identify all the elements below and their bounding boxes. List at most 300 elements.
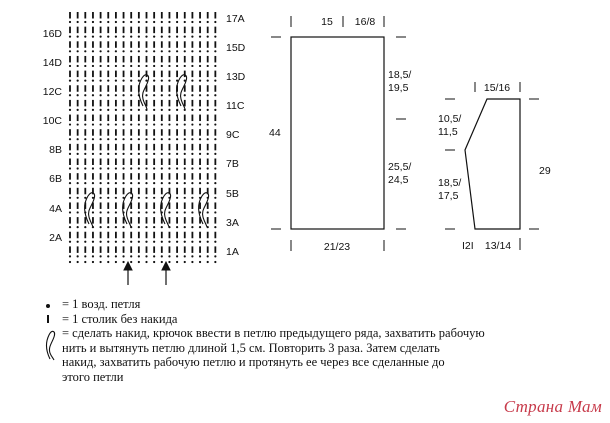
stitch-dot (214, 167, 216, 169)
stitch-dot (199, 109, 201, 111)
stitch-dot (168, 50, 170, 52)
stitch-bar (84, 115, 86, 122)
stitch-bar (146, 188, 148, 195)
stitch-bar (69, 71, 71, 78)
stitch-bar (92, 173, 94, 180)
stitch-dot (184, 109, 186, 111)
stitch-bar (69, 85, 71, 92)
stitch-bar (176, 115, 178, 122)
stitch-dot (199, 241, 201, 243)
stitch-bar (123, 56, 125, 63)
stitch-bar (123, 159, 125, 166)
stitch-dot (107, 138, 109, 140)
stitch-dot (207, 94, 209, 96)
stitch-bar (92, 41, 94, 48)
stitch-bar (130, 56, 132, 63)
stitch-dot (69, 123, 71, 125)
stitch-dot (115, 50, 117, 52)
stitch-dot (214, 255, 216, 257)
stitch-dot (77, 94, 79, 96)
legend-dc (44, 312, 584, 327)
stitch-bar (138, 159, 140, 166)
stitch-dot (84, 255, 86, 257)
back-lower-right: 25,5/ 24,5 (388, 161, 412, 186)
stitch-bar (92, 71, 94, 78)
stitch-bar (207, 41, 209, 48)
stitch-bar (192, 246, 194, 253)
stitch-bar (92, 144, 94, 151)
stitch-bar (115, 173, 117, 180)
stitch-dot (100, 80, 102, 82)
stitch-bar (100, 246, 102, 253)
stitch-bar (123, 71, 125, 78)
stitch-bar (146, 56, 148, 63)
stitch-dot (107, 197, 109, 199)
arrow-up-left-icon (124, 262, 132, 285)
stitch-bar (69, 27, 71, 34)
row-labels-right (226, 13, 246, 258)
stitch-dot (191, 36, 193, 38)
stitch-bar (138, 129, 140, 136)
stitch-dot (77, 182, 79, 184)
sleeve-top-width: 15/16 (483, 82, 511, 94)
stitch-dot (107, 80, 109, 82)
stitch-bar (214, 115, 216, 122)
stitch-bar (69, 12, 71, 19)
stitch-dot (138, 255, 140, 257)
stitch-bar (192, 217, 194, 224)
stitch-dot (138, 182, 140, 184)
stitch-bar (199, 41, 201, 48)
row-labels-left (43, 28, 63, 244)
stitch-dot (207, 211, 209, 213)
stitch-dot (184, 226, 186, 228)
stitch-bar (100, 188, 102, 195)
stitch-dot (145, 226, 147, 228)
stitch-dot (69, 167, 71, 169)
stitch-dot (184, 255, 186, 257)
stitch-bar (100, 129, 102, 136)
stitch-bar (184, 246, 186, 253)
stitch-bar (214, 71, 216, 78)
row-label: 5B (226, 188, 239, 200)
stitch-bar (77, 173, 79, 180)
stitch-bar (214, 217, 216, 224)
stitch-dot (100, 255, 102, 257)
stitch-bar (115, 56, 117, 63)
stitch-dot (107, 167, 109, 169)
stitch-dot (145, 65, 147, 67)
stitch-bar (161, 12, 163, 19)
stitch-dot (207, 182, 209, 184)
stitch-dot (153, 153, 155, 155)
stitch-dot (145, 153, 147, 155)
stitch-dot (77, 261, 79, 263)
stitch-bar (69, 100, 71, 107)
stitch-bar (153, 115, 155, 122)
stitch-dot (69, 197, 71, 199)
stitch-bar (214, 202, 216, 209)
stitch-dot (168, 94, 170, 96)
stitch-bar (184, 232, 186, 239)
stitch-dot (122, 80, 124, 82)
stitch-dot (168, 21, 170, 23)
row-label: 17A (226, 13, 245, 25)
stitch-dot (115, 261, 117, 263)
stitch-dot (122, 241, 124, 243)
stitch-dot (100, 261, 102, 263)
stitch-bar (199, 159, 201, 166)
stitch-dot (84, 50, 86, 52)
stitch-dot (130, 153, 132, 155)
stitch-bar (146, 129, 148, 136)
stitch-bar (161, 41, 163, 48)
stitch-bar (199, 115, 201, 122)
stitch-dot (115, 65, 117, 67)
stitch-bar (184, 41, 186, 48)
stitch-dot (100, 109, 102, 111)
stitch-bar (69, 246, 71, 253)
stitch-dot (184, 50, 186, 52)
stitch-bar (214, 85, 216, 92)
stitch-bar (130, 232, 132, 239)
stitch-bar (146, 232, 148, 239)
stitch-dot (207, 65, 209, 67)
stitch-dot (176, 138, 178, 140)
stitch-dot (191, 182, 193, 184)
stitch-dot (115, 153, 117, 155)
stitch-bar (184, 100, 186, 107)
stitch-dot (168, 167, 170, 169)
stitch-dot (122, 153, 124, 155)
stitch-dot (130, 211, 132, 213)
stitch-dot (207, 167, 209, 169)
stitch-dot (77, 153, 79, 155)
stitch-dot (100, 197, 102, 199)
stitch-dot (122, 182, 124, 184)
stitch-dot (84, 138, 86, 140)
stitch-bar (192, 232, 194, 239)
stitch-dot (176, 226, 178, 228)
stitch-bar (77, 188, 79, 195)
sleeve-height: 29 (539, 165, 551, 177)
stitch-dot (214, 261, 216, 263)
stitch-bar (192, 56, 194, 63)
stitch-dot (161, 94, 163, 96)
stitch-dot (92, 80, 94, 82)
stitch-dot (138, 109, 140, 111)
sleeve-cap-upper: 10,5/ 11,5 (438, 113, 462, 138)
stitch-bar (107, 217, 109, 224)
stitch-dot (84, 241, 86, 243)
stitch-dot (138, 138, 140, 140)
stitch-dot (115, 167, 117, 169)
stitch-dot (107, 211, 109, 213)
stitch-dot (100, 123, 102, 125)
stitch-bar (176, 129, 178, 136)
stitch-dot (138, 197, 140, 199)
stitch-bar (146, 41, 148, 48)
stitch-dot (168, 138, 170, 140)
stitch-dot (77, 211, 79, 213)
stitch-bar (199, 27, 201, 34)
stitch-bar (153, 144, 155, 151)
stitch-dot (153, 123, 155, 125)
stitch-bar (153, 217, 155, 224)
stitch-dot (161, 255, 163, 257)
sleeve-outline (465, 99, 520, 229)
stitch-bar (207, 115, 209, 122)
stitch-dot (176, 123, 178, 125)
row-label: 8B (49, 144, 62, 156)
stitch-bar (130, 100, 132, 107)
stitch-bar (176, 12, 178, 19)
stitch-bar (69, 41, 71, 48)
stitch-dot (168, 65, 170, 67)
stitch-bar (69, 115, 71, 122)
stitch-bar (176, 246, 178, 253)
stitch-bar (184, 115, 186, 122)
stitch-bar (100, 100, 102, 107)
stitch-dot (107, 226, 109, 228)
stitch-dot (130, 138, 132, 140)
stitch-dot (77, 123, 79, 125)
stitch-dot (214, 94, 216, 96)
stitch-dot (176, 21, 178, 23)
stitch-bar (138, 188, 140, 195)
stitch-dot (214, 226, 216, 228)
stitch-dot (191, 211, 193, 213)
stitch-dot (184, 197, 186, 199)
stitch-dot (107, 241, 109, 243)
stitch-bar (138, 100, 140, 107)
stitch-dot (130, 109, 132, 111)
stitch-bar (84, 100, 86, 107)
stitch-bar (69, 173, 71, 180)
stitch-bar (107, 115, 109, 122)
stitch-dot (207, 241, 209, 243)
stitch-dot (107, 21, 109, 23)
stitch-dot (115, 21, 117, 23)
stitch-dot (199, 138, 201, 140)
stitch-bar (161, 100, 163, 107)
stitch-dot (130, 65, 132, 67)
stitch-dot (153, 109, 155, 111)
stitch-dot (207, 50, 209, 52)
stitch-dot (214, 109, 216, 111)
stitch-bar (199, 232, 201, 239)
stitch-dot (184, 65, 186, 67)
stitch-bar (176, 173, 178, 180)
stitch-dot (138, 21, 140, 23)
stitch-dot (92, 50, 94, 52)
stitch-dot (168, 211, 170, 213)
stitch-dot (161, 50, 163, 52)
stitch-dot (100, 36, 102, 38)
stitch-dot (84, 21, 86, 23)
row-label: 3A (226, 217, 239, 229)
stitch-bar (192, 41, 194, 48)
stitch-bar (107, 173, 109, 180)
stitch-bar (69, 56, 71, 63)
stitch-dot (168, 123, 170, 125)
stitch-dot (145, 123, 147, 125)
stitch-bar (77, 232, 79, 239)
stitch-dot (176, 153, 178, 155)
stitch-bar (123, 232, 125, 239)
stitch-bar (84, 159, 86, 166)
stitch-bar (69, 202, 71, 209)
stitch-bar (130, 159, 132, 166)
stitch-dot (153, 261, 155, 263)
stitch-bar (176, 41, 178, 48)
row-label: 6B (49, 173, 62, 185)
legend-loop (44, 326, 584, 384)
stitch-bar (69, 159, 71, 166)
stitch-dot (122, 94, 124, 96)
stitch-bar (192, 159, 194, 166)
stitch-bar (69, 188, 71, 195)
legend-loop-line-2: нить и вытянуть петлю длиной 1,5 см. Повторить 3 раза. Затем сделать (62, 340, 440, 355)
stitch-dot (92, 94, 94, 96)
stitch-dot (138, 36, 140, 38)
stitch-bar (84, 56, 86, 63)
stitch-dot (145, 182, 147, 184)
stitch-dot (161, 36, 163, 38)
stitch-bar (207, 27, 209, 34)
stitch-dot (138, 211, 140, 213)
stitch-dot (130, 21, 132, 23)
stitch-bar (138, 173, 140, 180)
stitch-bar (214, 100, 216, 107)
stitch-bar (153, 202, 155, 209)
row-label: 2A (49, 232, 62, 244)
stitch-dot (122, 138, 124, 140)
stitch-dot (107, 255, 109, 257)
stitch-bar (84, 129, 86, 136)
stitch-dot (84, 65, 86, 67)
stitch-dot (176, 50, 178, 52)
stitch-bar (192, 27, 194, 34)
stitch-dot (130, 36, 132, 38)
back-piece-schematic (271, 16, 406, 251)
stitch-dot (84, 226, 86, 228)
stitch-bar (107, 159, 109, 166)
stitch-bar (77, 85, 79, 92)
stitch-dot (161, 226, 163, 228)
stitch-dot (138, 153, 140, 155)
stitch-bar (184, 188, 186, 195)
stitch-dot (92, 36, 94, 38)
stitch-bar (123, 129, 125, 136)
stitch-bar (107, 85, 109, 92)
stitch-bar (214, 56, 216, 63)
stitch-dot (214, 21, 216, 23)
stitch-dot (191, 197, 193, 199)
stitch-dot (214, 50, 216, 52)
stitch-dot (153, 65, 155, 67)
stitch-bar (184, 173, 186, 180)
stitch-dot (168, 241, 170, 243)
stitch-dot (176, 167, 178, 169)
stitch-bar (184, 144, 186, 151)
stitch-dot (92, 153, 94, 155)
stitch-dot (138, 65, 140, 67)
stitch-dot (77, 80, 79, 82)
stitch-dot (145, 21, 147, 23)
stitch-bar (153, 246, 155, 253)
stitch-dot (115, 138, 117, 140)
stitch-bar (77, 100, 79, 107)
stitch-bar (107, 202, 109, 209)
stitch-dot (138, 80, 140, 82)
stitch-bar (207, 173, 209, 180)
stitch-bar (176, 71, 178, 78)
stitch-dot (214, 153, 216, 155)
stitch-dot (92, 123, 94, 125)
stitch-bar (146, 144, 148, 151)
stitch-dot (176, 241, 178, 243)
stitch-bar (123, 115, 125, 122)
stitch-dot (107, 153, 109, 155)
stitch-bar (169, 217, 171, 224)
stitch-dot (184, 123, 186, 125)
stitch-dot (153, 255, 155, 257)
stitch-dot (138, 50, 140, 52)
stitch-bar (92, 246, 94, 253)
stitch-bar (115, 246, 117, 253)
stitch-bar (77, 144, 79, 151)
stitch-dot (77, 241, 79, 243)
stitch-dot (191, 138, 193, 140)
stitch-dot (84, 261, 86, 263)
stitch-bar (100, 144, 102, 151)
stitch-bar (92, 129, 94, 136)
stitch-bar (153, 100, 155, 107)
stitch-bar (176, 144, 178, 151)
stitch-bar (84, 173, 86, 180)
stitch-bar (100, 85, 102, 92)
stitch-bar (138, 115, 140, 122)
row-label: 1A (226, 246, 239, 258)
stitch-bar (192, 115, 194, 122)
stitch-dot (199, 226, 201, 228)
stitch-bar (207, 100, 209, 107)
stitch-dot (161, 80, 163, 82)
stitch-dot (107, 94, 109, 96)
stitch-bar (107, 188, 109, 195)
stitch-dot (69, 211, 71, 213)
stitch-dot (199, 36, 201, 38)
stitch-dot (100, 153, 102, 155)
stitch-bar (123, 12, 125, 19)
stitch-bar (84, 71, 86, 78)
stitch-dot (107, 109, 109, 111)
stitch-dot (184, 167, 186, 169)
stitch-bar (69, 232, 71, 239)
stitch-dot (92, 167, 94, 169)
stitch-dot (184, 241, 186, 243)
stitch-bar (100, 173, 102, 180)
legend-chain (44, 297, 584, 312)
stitch-dot (176, 182, 178, 184)
stitch-dot (191, 94, 193, 96)
stitch-bar (138, 41, 140, 48)
stitch-dot (161, 261, 163, 263)
stitch-dot (130, 123, 132, 125)
stitch-dot (199, 167, 201, 169)
stitch-dot (69, 182, 71, 184)
